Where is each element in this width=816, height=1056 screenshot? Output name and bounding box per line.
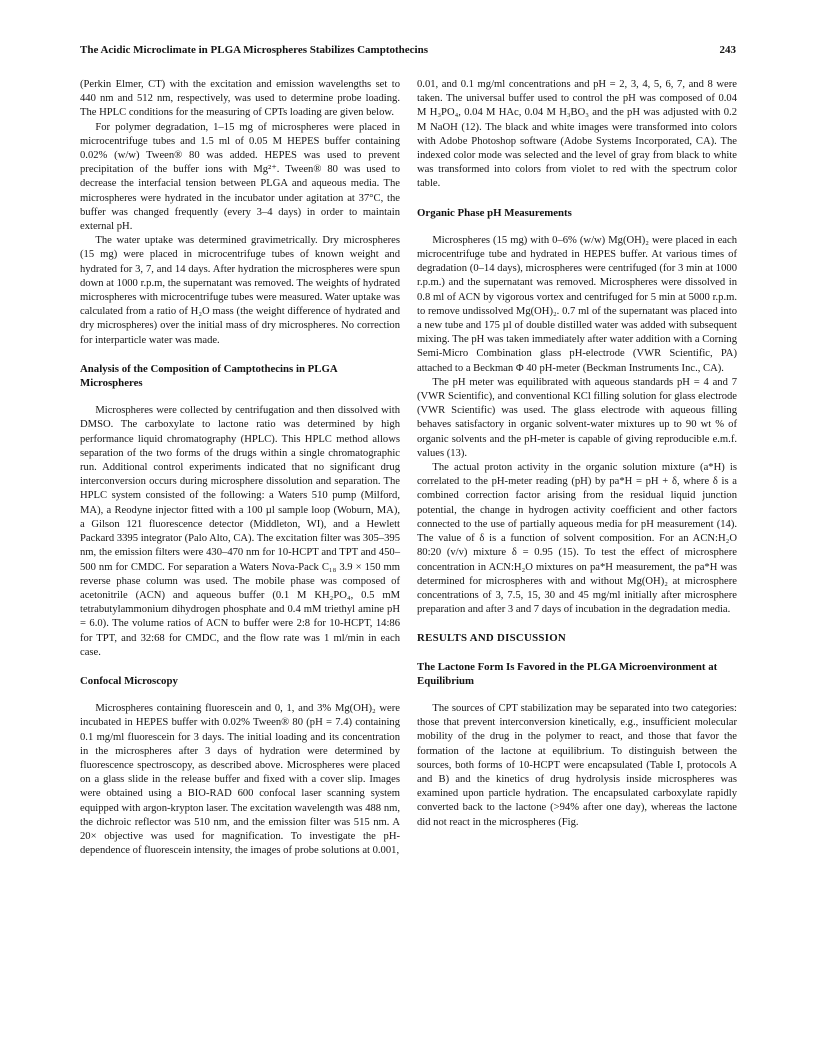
paragraph: Microspheres (15 mg) with 0–6% (w/w) Mg(OH)₂ were placed in each microcentrifuge tube and hydrated in HEPES buffer. At various times of degradation (0–14 days), microspheres were centrifuged (for 3 min at 1000 r.p.m.) and the supernatant was removed. Microspheres were dissolved in 0.8 ml of ACN by vigorous vortex and centrifuged for 5 min at 5000 r.p.m. to remove undissolved Mg(OH)₂. 0.7 ml of the supernatant was placed into a new tube and 175 µl of double distilled water was added with subsequent mixing. The pH was taken immediately after water addition with a Corning Semi-Micro Combination glass pH-electrode (VWR Scientific, PA) attached to a Beckman Φ 40 pH-meter (Beckman Instruments Inc., CA). bbox=[417, 234, 737, 374]
section-heading-confocal: Confocal Microscopy bbox=[80, 674, 178, 687]
section-heading-analysis: Analysis of the Composition of Camptothecins in PLGA Microspheres bbox=[80, 362, 338, 390]
paragraph: The pH meter was equilibrated with aqueous standards pH = 4 and 7 (VWR Scientific), and conventional KCl filling solution for glass electrode (VWR Scientific) was used. The glass electrode with aqueous filling behaves satisfactory in organic solvent-water mixtures up to 90 wt % of organic solvents and the pH-meter is capable of giving reproducible e.m.f. values (13). bbox=[417, 376, 737, 459]
paragraph: Microspheres were collected by centrifugation and then dissolved with DMSO. The carboxylate to lactone ratio was determined by high performance liquid chromatography (HPLC). This HPLC method allows separation of the two forms of the drugs within a single chromatographic run. Additional control experiments indicated that no significant drug interconversion occurs during microsphere dissolution and separation. The HPLC system consisted of the following: a Waters 510 pump (Milford, MA), a Reodyne injector fitted with a 100 µl sample loop (Woburn, MA), a Gilson 121 fluorescence detector (Middleton, WI), and a Hewlett Packard 3395 integrator (Palo Alto, CA). The excitation filter was 305–395 nm, the emission filters were 430–470 nm for 10-HCPT and TPT and 450–500 nm for CMDC. For separation a Waters Nova-Pack C₁₈ 3.9 × 150 mm reverse phase column was used. The mobile phase was composed of acetonitrile (ACN) and aqueous buffer (0.1 M KH₂PO₄, 0.5 mM tetrabutylammonium dihydrogen phosphate and 0.4 mM triethyl amine pH = 6.0). The volume ratios of ACN to buffer were 2:8 for 10-HCPT, 14:86 for TPT, and 32:68 for CMDC, and the flow rate was 1 ml/min in each case. bbox=[80, 405, 400, 658]
running-head bbox=[80, 44, 736, 60]
page-number: 243 bbox=[719, 44, 736, 56]
paragraph: Microspheres containing fluorescein and 0, 1, and 3% Mg(OH)₂ were incubated in HEPES buffer with 0.02% Tween® 80 (pH = 7.4) containing 0.1 mg/ml fluorescein for 3 days. The initial loading and its concentration in the microspheres after 3 days of hydration were determined by fluorescence spectroscopy, as described above. Microspheres were placed on a glass slide in the release buffer and fixed with a cover slip. Images were obtained using a BIO-RAD 600 confocal laser scanning system equipped with argon-krypton laser. The excitation wavelength was 488 nm, the dichroic reflector was 510 nm, and the emission filter was 515 nm. A 20× objective was used for magnification. To investigate the pH-dependence of fluorescein intensity, the images of probe solutions at 0.001, bbox=[80, 703, 400, 857]
left-column bbox=[80, 78, 400, 858]
paragraph: 0.01, and 0.1 mg/ml concentrations and pH = 2, 3, 4, 5, 6, 7, and 8 were taken. The universal buffer used to control the pH was composed of 0.04 M H₃PO₄, 0.04 M HAc, 0.04 M H₃BO₃ and the pH was adjusted with 0.2 M NaOH (12). The black and white images were transformed into colors with Adobe Photoshop software (Adobe Systems Incorporated, CA). The indexed color mode was selected and the level of gray from black to white was transformed into colors from violet to red with the spectrum color table. bbox=[417, 79, 737, 190]
paragraph: The actual proton activity in the organic solution mixture (a*H) is correlated to the pH-meter reading (pH) by pa*H = pH + δ, where δ is a combined correction factor arising from the residual liquid junction potential, the change in hydrogen activity coefficient and other factors connected to the use of partially aqueous media for pH measurement (14). The value of δ is a function of solvent composition. For an ACN:H₂O 80:20 (v/v) mixture δ = 0.95 (15). To test the effect of microsphere concentration in ACN:H₂O mixtures on pa*H measurement, the pa*H was determined for microspheres with and without Mg(OH)₂ at microsphere concentrations of 3, 7.5, 15, 30 and 45 mg/ml initially after microsphere preparation and after 3 and 7 days of incubation in the degradation media. bbox=[417, 462, 737, 616]
paragraph: For polymer degradation, 1–15 mg of microspheres were placed in microcentrifuge tubes and 1.5 ml of 0.05 M HEPES buffer containing 0.02% (w/w) Tween® 80 was added. HEPES was used to prevent precipitation of the buffer ions with Mg²⁺. Tween® 80 was used to decrease the interfacial tension between PLGA and aqueous media. The microspheres were hydrated in the incubator under agitation at 37°C, the buffer was changed frequently (every 3–4 days) in order to maintain external pH. bbox=[80, 121, 400, 233]
paragraph: The sources of CPT stabilization may be separated into two categories: those that prevent interconversion kinetically, e.g., insufficient molecular mobility of the drug in the polymer to react, and those that favor the formation of the lactone at equilibrium. To distinguish between the sources, both forms of 10-HCPT were encapsulated (Table I, protocols A and B) and the kinetics of drug hydrolysis inside microspheres was examined upon particle hydration. The encapsulated carboxylate rapidly converted back to the lactone (>94% after one day), whereas the lactone did not react in the microspheres (Fig. bbox=[417, 702, 737, 828]
section-heading-results: RESULTS AND DISCUSSION bbox=[417, 632, 567, 645]
right-column bbox=[417, 78, 737, 830]
paragraph: (Perkin Elmer, CT) with the excitation and emission wavelengths set to 440 nm and 512 nm, respectively, was used to determine probe loading. The HPLC conditions for the measuring of CPTs loading are given below. bbox=[80, 79, 400, 119]
running-title: The Acidic Microclimate in PLGA Microspheres Stabilizes Camptothecins bbox=[80, 44, 428, 56]
paragraph: The water uptake was determined gravimetrically. Dry microspheres (15 mg) were placed in microcentrifuge tubes of known weight and hydrated for 3, 7, and 14 days. After hydration the microspheres were spun down at 1000 r.p.m, the supernatant was removed. The weights of hydrated microspheres with microcentrifuge tubes were measured. Water uptake was calculated from a ratio of H₂O mass (the weight difference of hydrated and dry microspheres) over the initial mass of dry microspheres. No correction for interparticle water was made. bbox=[80, 235, 400, 346]
subsection-heading-lactone: The Lactone Form Is Favored in the PLGA Microenvironment at Equilibrium bbox=[417, 660, 718, 687]
section-heading-organic-ph: Organic Phase pH Measurements bbox=[417, 206, 572, 219]
